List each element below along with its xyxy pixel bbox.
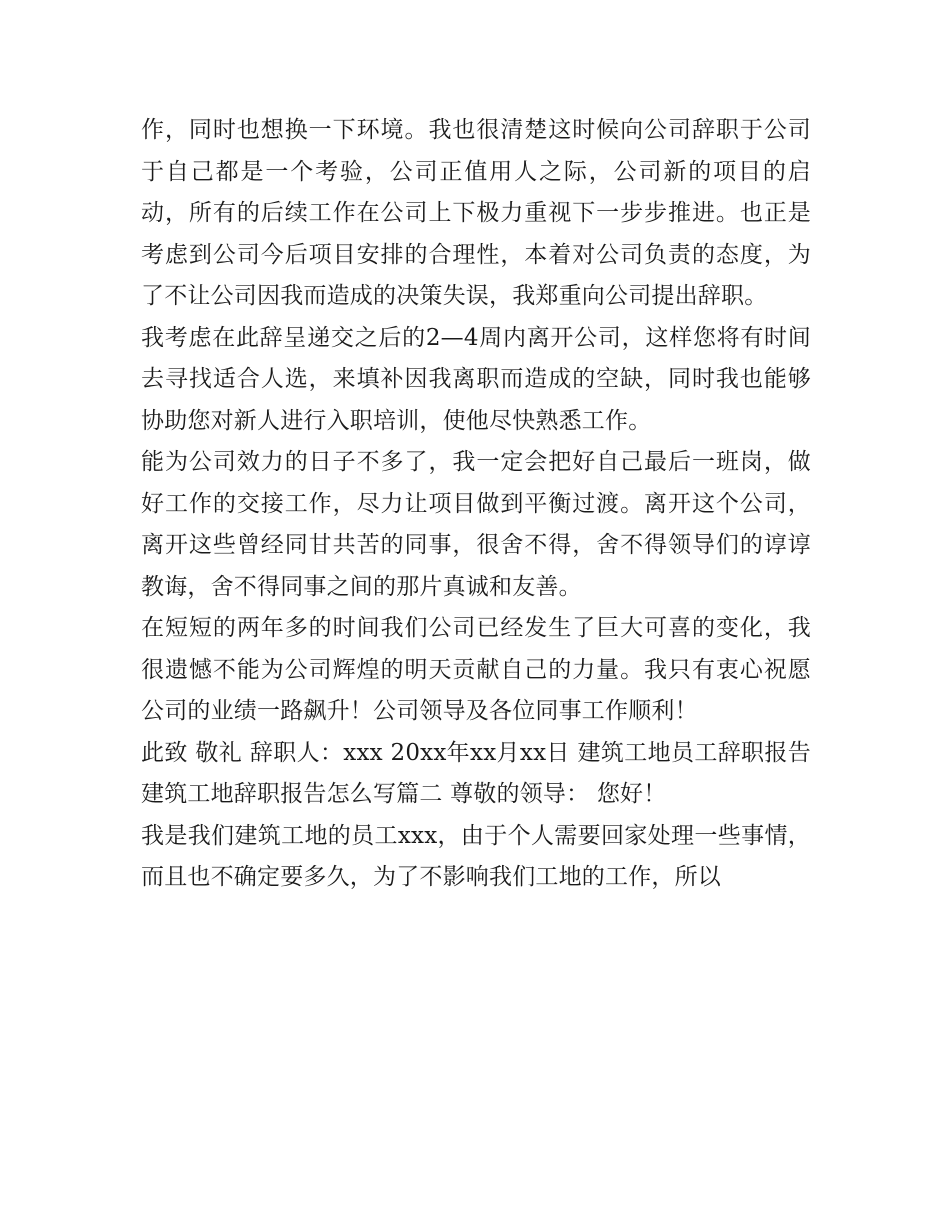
paragraph-5: 此致 敬礼 辞职人：xxx 20xx年xx月xx日 建筑工地员工辞职报告 建筑工地辞职报告怎么写篇二 尊敬的领导： 您好！ xyxy=(141,739,811,807)
document-body xyxy=(141,110,811,899)
paragraph-6: 我是我们建筑工地的员工xxx，由于个人需要回家处理一些事情，而且也不确定要多久，为了不影响我们工地的工作，所以 xyxy=(141,822,811,890)
paragraph-2: 我考虑在此辞呈递交之后的2—4周内离开公司，这样您将有时间去寻找适合人选，来填补因我离职而造成的空缺，同时我也能够协助您对新人进行入职培训，使他尽快熟悉工作。 xyxy=(141,324,811,434)
paragraph-1: 作，同时也想换一下环境。我也很清楚这时候向公司辞职于公司于自己都是一个考验，公司正值用人之际，公司新的项目的启动，所有的后续工作在公司上下极力重视下一步步推进。也正是考虑到公司今后项目安排的合理性，本着对公司负责的态度，为了不让公司因我而造成的决策失误，我郑重向公司提出辞职。 xyxy=(141,117,811,309)
paragraph-4: 在短短的两年多的时间我们公司已经发生了巨大可喜的变化，我很遗憾不能为公司辉煌的明天贡献自己的力量。我只有衷心祝愿公司的业绩一路飙升！公司领导及各位同事工作顺利！ xyxy=(141,615,811,724)
paragraph-3: 能为公司效力的日子不多了，我一定会把好自己最后一班岗，做好工作的交接工作，尽力让项目做到平衡过渡。离开这个公司，离开这些曾经同甘共苦的同事，很舍不得，舍不得领导们的谆谆教诲，舍不得同事之间的那片真诚和友善。 xyxy=(141,449,811,600)
